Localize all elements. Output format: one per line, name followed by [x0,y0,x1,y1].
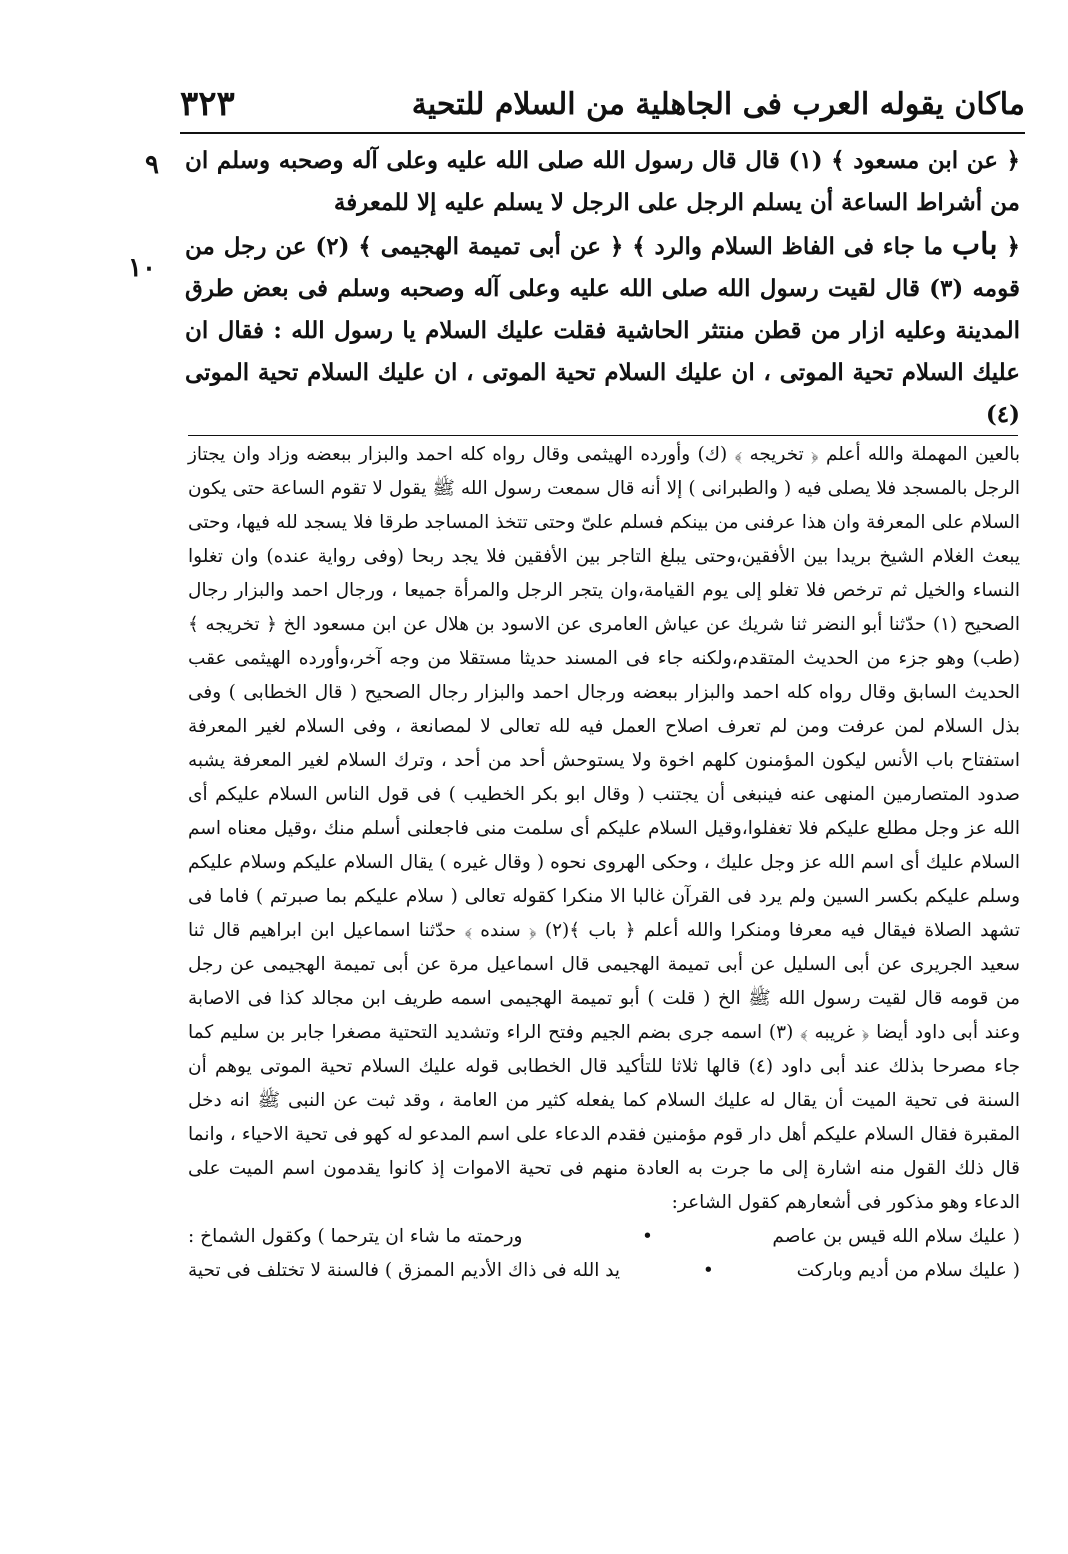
footnote-divider [188,435,1018,436]
hadith-10 [185,224,1020,436]
page-number: ٣٢٣ [180,84,235,124]
verse-bullet: • [641,1226,653,1247]
header-rule [180,132,1025,134]
main-text [185,140,1020,436]
verse-2-second: يد الله فى ذاك الأديم الممزق ) فالسنة لا تختلف فى تحية [188,1260,621,1281]
verse-bullet: • [702,1260,714,1281]
hadith-10-text: ما جاء فى الفاظ السلام والرد ﴾ ﴿ عن أبى تميمة الهجيمى ﴾ (٢) عن رجل من قومه (٣) قال لقيت رسول الله صلى الله عليه وعلى آله وصحبه وسلم فى بعض طرق المدينة وعليه ازار من قطن منتثر الحاشية فقلت عليك السلام يا رسول الله : فقال ان عليك السلام تحية الموتى ، ان عليك السلام تحية الموتى ، ان عليك السلام تحية الموتى (٤) [185,233,1021,428]
hadith-number-9: ٩ [145,150,159,180]
verse-2-first: ( عليك سلام من أديم وباركت [796,1260,1020,1281]
footnotes [188,438,1020,1288]
footnote-text: بالعين المهملة والله أعلم ﴿ تخريجه ﴾ (ك) وأورده الهيثمى وقال رواه كله احمد والبزار ببعضه وزاد وان يجتاز الرجل بالمسجد فلا يصلى فيه ( والطبرانى ) إلا أنه قال سمعت رسول الله ﷺ يقول لا تقوم الساعة حتى يكون السلام على المعرفة وان هذا عرفنى من بينكم فسلم علىّ وحتى تتخذ المساجد طرقا فلا يسجد لله فيها، وحتى يبعث الغلام الشيخ بريدا بين الأفقين،وحتى يبلغ التاجر بين الأفقين فلا يجد ربحا (وفى رواية عنده) وان تغلوا النساء والخيل ثم ترخص فلا تغلو إلى يوم القيامة،وان يتجر الرجل والمرأة جميعا ، ورجال احمد والبزار رجال الصحيح (١) حدّثنا أبو النضر ثنا شريك عن عياش العامرى عن الاسود بن هلال عن ابن مسعود الخ ﴿ تخريجه ﴾ (طب) وهو جزء من الحديث المتقدم،ولكنه جاء فى المسند حديثا مستقلا من وجه آخر،وأورده الهيثمى عقب الحديث السابق وقال رواه كله احمد والبزار ببعضه ورجال احمد والبزار رجال الصحيح ( قال الخطابى ) وفى بذل السلام لمن عرفت ومن لم تعرف اصلاح العمل فيه لله تعالى لا لمصانعة ، وفى السلام لغير المعرفة استفتاح باب الأنس ليكون المؤمنون كلهم اخوة ولا يستوحش أحد من أحد ، وترك السلام لغير المعرفة يشبه صدود المتصارمين المنهى عنه فينبغى أن يجتنب ( وقال ابو بكر الخطيب ) فى قول الناس السلام عليكم أى الله عز وجل مطلع عليكم فلا تغفلوا،وقيل السلام عليكم أى سلمت منى فاجعلنى أسلم منك ،وقيل معناه اسم السلام عليك أى اسم الله عز وجل عليك ، وحكى الهروى نحوه ( وقال غيره ) يقال السلام عليكم وسلام عليكم وسلم عليكم بكسر السين ولم يرد فى القرآن غالبا الا منكرا كقوله تعالى ( سلام عليكم بما صبرتم ) فاما فى تشهد الصلاة فيقال فيه معرفا ومنكرا والله أعلم ﴿ باب ﴾(٢) ﴿ سنده ﴾ حدّثنا اسماعيل ابن ابراهيم قال ثنا سعيد الجريرى عن أبى السليل عن أبى تميمة الهجيمى قال اسماعيل مرة عن أبى تميمة الهجيمى عن رجل من قومه قال لقيت رسول الله ﷺ الخ ( قلت ) أبو تميمة الهجيمى اسمه طريف ابن مجالد كذا فى الاصابة وعند أبى داود أيضا ﴿ غريبه ﴾ (٣) اسمه جرى بضم الجيم وفتح الراء وتشديد التحتية مصغرا جابر بن سليم كما جاء مصرحا بذلك عند أبى داود (٤) قالها ثلاثا للتأكيد قال الخطابى قوله عليك السلام تحية الموتى يوهم أن السنة فى تحية الميت أن يقال له عليك السلام كما يفعله كثير من العامة ، وقد ثبت عن النبى ﷺ انه دخل المقبرة فقال السلام عليكم أهل دار قوم مؤمنين فقدم الدعاء على اسم المدعو له كهو فى تحية الاحياء ، وانما قال ذلك القول منه اشارة إلى ما جرت به العادة منهم فى تحية الاموات إذ كانوا يقدمون اسم الميت على الدعاء وهو مذكور فى أشعارهم كقول الشاعر: [188,444,1021,1213]
hadith-number-10: ١٠ [128,253,156,283]
verse-line-1 [188,1220,1020,1254]
hadith-9: ﴿ عن ابن مسعود ﴾ (١) قال قال رسول الله صلى الله عليه وعلى آله وصحبه وسلم ان من أشراط الساعة أن يسلم الرجل على الرجل لا يسلم عليه إلا للمعرفة [185,147,1020,216]
verse-1-first: ( عليك سلام الله قيس بن عاصم [772,1226,1020,1247]
verse-1-second: ورحمته ما شاء ان يترحما ) وكقول الشماخ : [188,1226,523,1247]
open-bracket: ﴿ [1006,233,1020,260]
running-title: ماكان يقوله العرب فى الجاهلية من السلام للتحية [411,86,1025,122]
verse-line-2 [188,1254,1020,1288]
bab-heading: باب [951,227,998,262]
page-header [180,80,1025,128]
